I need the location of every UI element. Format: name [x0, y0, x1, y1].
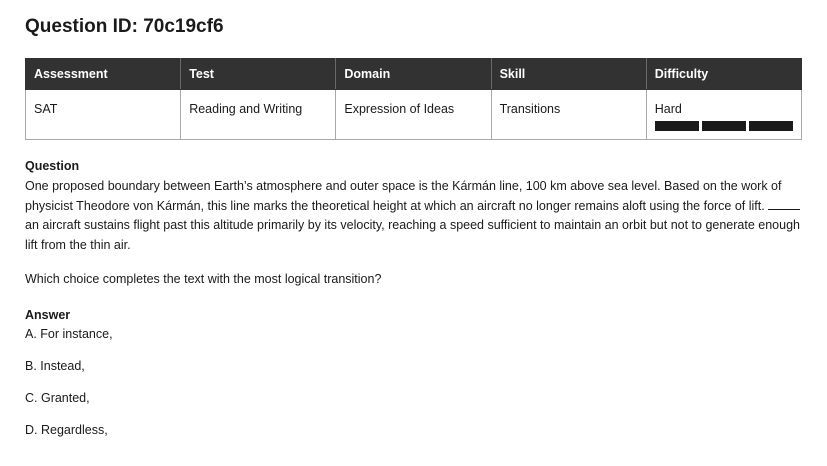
- stem-text-after-blank: an aircraft sustains flight past this altitude primarily by its velocity, reaching a speed sufficient to maintain an orbit but not to generate enough lift from the thin air.: [25, 218, 800, 252]
- answer-choice-c: C. Granted,: [25, 391, 90, 405]
- question-stem: [25, 177, 805, 255]
- cell-skill: Transitions: [491, 90, 646, 140]
- difficulty-meter: [655, 121, 793, 131]
- stem-text-before-blank: One proposed boundary between Earth’s atmosphere and outer space is the Kármán line, 100 km above sea level. Based on the work of physicist Theodore von Kármán, this line marks the theoretical height at which an aircraft no longer remains aloft using the force of lift.: [25, 179, 782, 213]
- answer-choice-a: A. For instance,: [25, 327, 113, 341]
- answer-choice-b: B. Instead,: [25, 359, 85, 373]
- answer-section-label: Answer: [25, 308, 71, 322]
- table-row: [26, 90, 802, 140]
- question-metadata-table: [25, 58, 802, 140]
- cell-difficulty: [646, 90, 801, 140]
- column-header-assessment: Assessment: [26, 59, 181, 90]
- difficulty-bar: [702, 121, 746, 131]
- difficulty-bar: [655, 121, 699, 131]
- column-header-domain: Domain: [336, 59, 491, 90]
- metadata-header-row: [26, 59, 802, 90]
- question-id-heading: Question ID: 70c19cf6: [25, 16, 224, 37]
- difficulty-bar: [749, 121, 793, 131]
- column-header-test: Test: [181, 59, 336, 90]
- column-header-skill: Skill: [491, 59, 646, 90]
- answer-choice-d: D. Regardless,: [25, 423, 108, 437]
- column-header-difficulty: Difficulty: [646, 59, 801, 90]
- question-section-label: Question: [25, 159, 80, 173]
- difficulty-label: Hard: [654, 102, 682, 116]
- cell-assessment: SAT: [26, 90, 181, 140]
- cell-domain: Expression of Ideas: [336, 90, 491, 140]
- question-prompt: Which choice completes the text with the most logical transition?: [25, 272, 382, 286]
- answer-blank: [768, 199, 800, 210]
- cell-test: Reading and Writing: [181, 90, 336, 140]
